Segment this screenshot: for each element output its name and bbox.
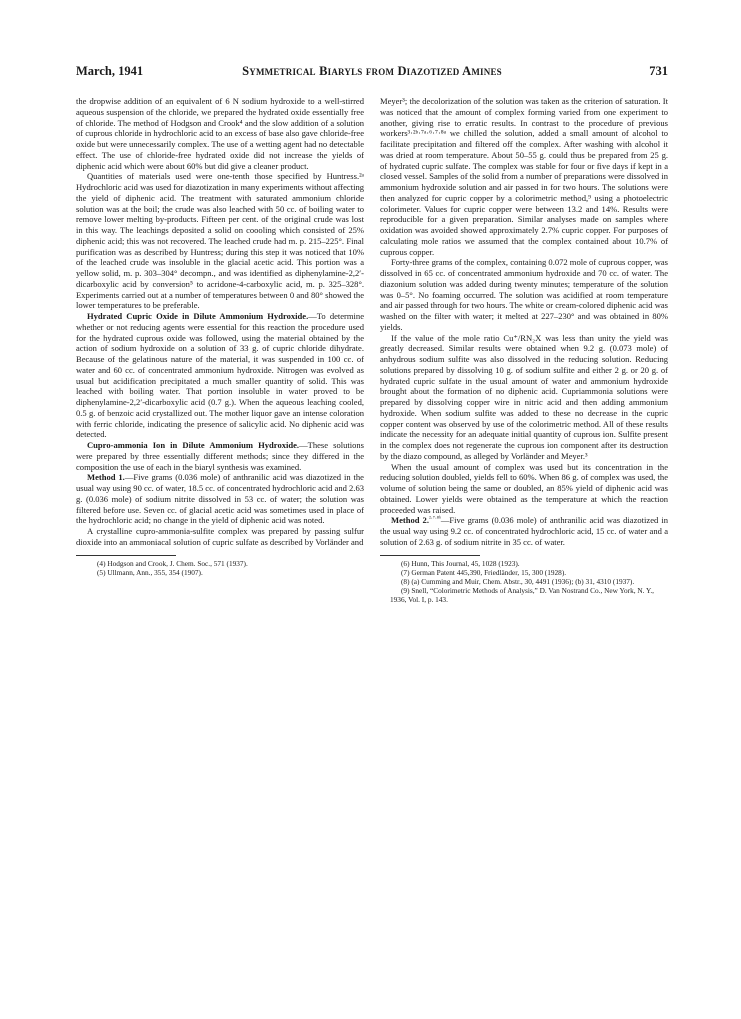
section-paragraph bbox=[76, 440, 364, 472]
section-heading: Method 1. bbox=[87, 472, 125, 483]
section-heading: Method 2. bbox=[391, 515, 429, 526]
footnote-divider bbox=[380, 555, 480, 556]
page-number: 731 bbox=[649, 64, 668, 78]
footnote: (5) Ullmann, Ann., 355, 354 (1907). bbox=[97, 567, 203, 577]
journal-date: March, 1941 bbox=[76, 64, 144, 78]
section-body: —Five grams (0.036 mole) of anthranilic acid was diazotized in the usual way using 9.2 cc. of concentrated hydrochloric acid, 15 cc. of water and a solution of 2.63 g. of sodium nitrite in 35 cc. of water. bbox=[380, 515, 668, 547]
section-body: —These solutions were prepared by three essentially different methods; since they differed in the composition the use of each in the biaryl synthesis was examined. bbox=[76, 440, 364, 472]
footnote: (6) Hunn, This Journal, 45, 1028 (1923). bbox=[401, 558, 520, 568]
paragraph: the dropwise addition of an equivalent of 6 N sodium hydroxide to a well-stirred aqueous suspension of the chloride, we prepared the hydrated oxide essentially free of chloride. The method of Hodgson and Crook⁴ and the slow addition of a solution of cuprous chloride in hydrochloric acid to an excess of base also gave chloride-free oxide but were unnecessarily complex. The use of a wetting agent had no detectable effect. The use of chloride-free hydrated oxide did not increase the yields of diphenic acid which were about 60% but did give a cleaner product. bbox=[76, 96, 364, 171]
section-heading: Cupro-ammonia Ion in Dilute Ammonium Hydroxide. bbox=[87, 440, 300, 450]
paragraph: Quantities of materials used were one-tenth those specified by Huntress.²ᵃ Hydrochloric acid was used for diazotization in many experiments without affecting the yield of diphenic acid. The treatment with saturated ammonium chloride solution was at the boil; the crude was also leached with 50 cc. of boiling water to remove lower melting by-products. Fifteen per cent. of the original crude was lost in this way. The leachings deposited a solid on coooling which consisted of 25% diphenic acid; this was not recovered. The leached crude had m. p. 215–225°. Final purification was as described by Huntress; during this step it was noticed that 10% of the leached crude was insoluble in the glacial acetic acid. This portion was a yellow solid, m. p. 303–304° decompn., and was identified as diphenylamine-2,2′-dicarboxylic acid by conversion⁵ to acridone-4-carboxylic acid, m. p. 325–328°. Experiments carried out at a number of temperatures between 0 and 80° showed the lower temperatures to be preferable. bbox=[76, 171, 364, 311]
section-heading: Hydrated Cupric Oxide in Dilute Ammonium Hydroxide. bbox=[87, 311, 309, 321]
paragraph: Meyer³; the decolorization of the solution was taken as the criterion of saturation. It was noticed that the amount of complex forming varied from one experiment to another, giving rise to erratic results. In contrast to the procedure of previous workers³·²ᵇ·⁷ᵃ·⁶·⁷·⁸ᵃ we chilled the solution, added a small amount of alcohol to facilitate precipitation and filtered off the complex. After washing with alcohol it was dried at room temperature. About 50–55 g. could thus be prepared from 25 g. of hydrated cupric sulfate. The complex was stable for four or five days if kept in a closed vessel. Samples of the solid from a number of preparations were dissolved in ammonium hydroxide solution and air passed in for two hours. The solutions were then analyzed for cupric copper by a colorimetric method,⁹ using a photoelectric colorimeter. Values for cupric copper were between 13.2 and 14%. Results were reproducible for a given preparation. Similar analyses made on samples where oxidation was avoided showed approximately 2.7% cupric copper. For purposes of calculating mole ratios we assumed that the complex contained about 10.7% of cuprous copper. bbox=[380, 96, 668, 257]
section-paragraph bbox=[76, 472, 364, 526]
paragraph: When the usual amount of complex was used but its concentration in the reducing solution doubled, yields fell to 60%. When 86 g. of complex was used, the volume of solution being the same or doubled, an 85% yield of diphenic acid was obtained. Lower yields were obtained as the temperature at which the reaction proceeded was raised. bbox=[380, 461, 668, 515]
paragraph: A crystalline cupro-ammonia-sulfite complex was prepared by passing sulfur dioxide into an ammoniacal solution of cupric sulfate as described by Vorländer and bbox=[76, 526, 364, 547]
paragraph: Forty-three grams of the complex, containing 0.072 mole of cuprous copper, was dissolved in 65 cc. of concentrated ammonium hydroxide and 70 cc. of water. The diazonium solution was added during twenty minutes; temperature of the solution was 0–5°. No foaming occurred. The solution was acidified at room temperature and air passed through for two hours. The white or cream-colored diphenic acid was washed on the filter with water; it melted at 227–230° and was obtained in 80% yields. bbox=[380, 257, 668, 332]
section-paragraph bbox=[380, 515, 668, 547]
footnote: (4) Hodgson and Crook, J. Chem. Soc., 571 (1937). bbox=[97, 558, 248, 568]
section-body: —Five grams (0.036 mole) of anthranilic acid was diazotized in the usual way using 90 cc. of water, 18.5 cc. of concentrated hydrochloric acid and 2.63 g. (0.036 mole) of sodium nitrite dissolved in 53 cc. of water; the solution was filtered before use. Seven cc. of glacial acetic acid was sometimes used in place of the hydrochloric acid; no change in the yield of diphenic acid was noted. bbox=[76, 472, 364, 526]
left-column bbox=[76, 96, 364, 577]
running-title: Symmetrical Biaryls from Diazotized Amines bbox=[242, 64, 502, 78]
right-column bbox=[380, 96, 668, 605]
running-header bbox=[76, 64, 668, 80]
footnote-divider bbox=[76, 555, 176, 556]
footnote: (8) (a) Cumming and Muir, Chem. Abstr., 30, 4491 (1936); (b) 31, 4310 (1937). bbox=[401, 576, 635, 586]
section-body: —To determine whether or not reducing agents were essential for this reaction the procedure used for the hydrated cuprous oxide was followed, using the material obtained by the action of sodium hydroxide on a solution of 33 g. of cupric chloride dihydrate. Because of the gelatinous nature of the material, it was suspended in 100 cc. of water and 60 cc. of concentrated ammonium hydroxide. Nitrogen was evolved as usual but acidification precipitated a much smaller quantity of solid. This was leached with boiling water. That portion insoluble in water proved to be diphenylamine-2,2′-dicarboxylic acid (0.7 g.). When the aqueous leaching cooled, 0.5 g. of benzoic acid crystallized out. The mother liquor gave an intense coloration with ferric chloride, indicating the presence of salicylic acid. No diphenic acid was detected. bbox=[76, 311, 364, 440]
footnote: (7) German Patent 445,390, Friedländer, 15, 300 (1928). bbox=[401, 567, 567, 577]
reference-superscript: ²·⁷·⁸ᵇ bbox=[428, 516, 441, 523]
footnote: (9) Snell, “Colorimetric Methods of Analysis,” D. Van Nostrand Co., New York, N. Y., 1936, Vol. I, p. 143. bbox=[390, 586, 655, 605]
paragraph: If the value of the mole ratio Cu⁺/RN₂X was less than unity the yield was greatly decreased. Similar results were obtained when 9.2 g. (0.073 mole) of anhydrous sodium sulfite was also dissolved in the reducing solution. Reducing solutions prepared by dissolving 10 g. of sodium sulfite and either 2 g. or 20 g. of hydrated cupric sulfate in the usual amount of water and ammonium hydroxide brought about the formation of no diphenic acid. Cupriammonia solutions were prepared by dissolving copper wire in nitric acid and then adding ammonium hydroxide. When sodium sulfite was added to these no decrease in the cupric copper content was observed by use of the colorimetric method. All of these results indicate the necessity for an adequate initial quantity of cuprous ion. Sulfite present in the complex does not regenerate the cuprous ion component after its destruction by the diazo compound, as alleged by Vorländer and Meyer.³ bbox=[380, 332, 668, 461]
section-paragraph bbox=[76, 311, 364, 440]
